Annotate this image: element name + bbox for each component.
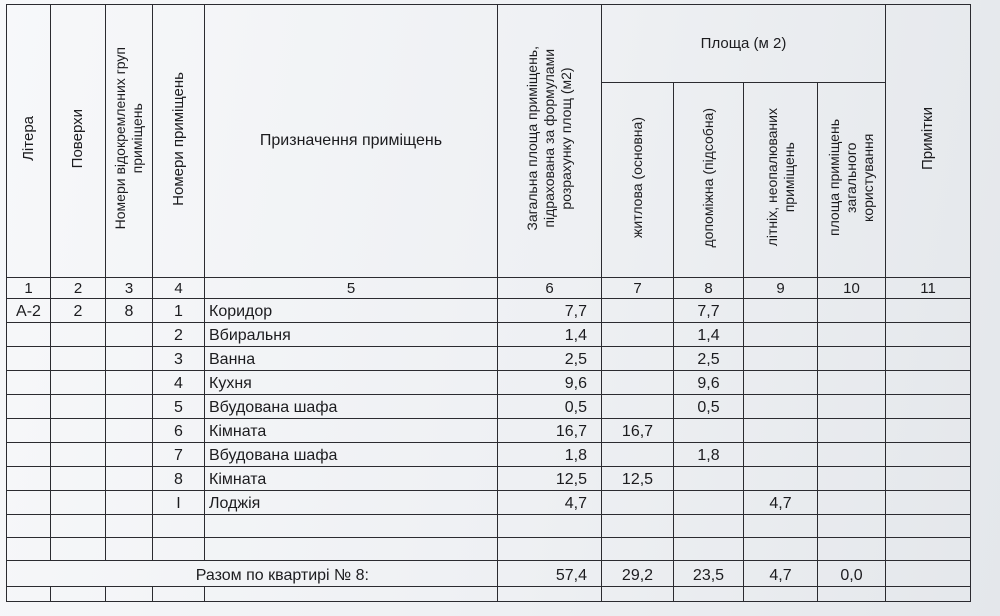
cell-living-area: 12,5 <box>602 467 674 491</box>
cell-auxiliary-area <box>674 419 744 443</box>
column-number: 7 <box>602 278 674 299</box>
cell-common-area <box>818 491 886 515</box>
header-total-area-line-2: підрахована за формулами <box>541 49 557 228</box>
totals-row <box>7 561 971 587</box>
header-area-group: Площа (м 2) <box>602 5 886 83</box>
column-number: 6 <box>498 278 602 299</box>
cell-floor: 2 <box>51 299 106 323</box>
cell-total-area: 1,8 <box>498 443 602 467</box>
cell-unheated-area <box>744 371 818 395</box>
header-total-area-line-1: Загальна площа приміщень, <box>524 46 540 231</box>
header-common-line-3: користування <box>860 133 877 222</box>
cell-total-area: 9,6 <box>498 371 602 395</box>
cell-notes <box>886 347 971 371</box>
cell-unheated-area <box>744 299 818 323</box>
cell-unheated-area <box>744 347 818 371</box>
cell-group <box>106 347 153 371</box>
header-living <box>602 82 674 277</box>
header-living-text: житлова (основна) <box>629 116 645 238</box>
cell-floor <box>51 323 106 347</box>
cell-living-area: 16,7 <box>602 419 674 443</box>
cell-living-area <box>602 323 674 347</box>
column-number: 11 <box>886 278 971 299</box>
cell-notes <box>886 443 971 467</box>
cell-litera <box>7 347 51 371</box>
cell-floor <box>51 419 106 443</box>
cell-purpose: Кімната <box>205 419 498 443</box>
cell-group <box>106 491 153 515</box>
cell-unheated-area <box>744 467 818 491</box>
totals-unheated-area: 4,7 <box>744 561 818 587</box>
table-row <box>7 491 971 515</box>
totals-notes <box>886 561 971 587</box>
totals-auxiliary-area: 23,5 <box>674 561 744 587</box>
totals-label: Разом по квартирі № 8: <box>7 561 498 587</box>
cell-common-area <box>818 347 886 371</box>
cell-common-area <box>818 467 886 491</box>
cell-auxiliary-area: 1,4 <box>674 323 744 347</box>
cell-notes <box>886 371 971 395</box>
table-row <box>7 419 971 443</box>
cell-common-area <box>818 419 886 443</box>
cell-notes <box>886 299 971 323</box>
cell-room-number: 4 <box>153 371 205 395</box>
cell-purpose: Коридор <box>205 299 498 323</box>
cell-room-number: 5 <box>153 395 205 419</box>
cell-auxiliary-area: 2,5 <box>674 347 744 371</box>
header-common-text <box>826 119 877 236</box>
cell-total-area: 1,4 <box>498 323 602 347</box>
cell-auxiliary-area: 9,6 <box>674 371 744 395</box>
cell-total-area: 0,5 <box>498 395 602 419</box>
header-purpose: Призначення приміщень <box>205 5 498 278</box>
cell-notes <box>886 395 971 419</box>
empty-row <box>7 515 971 538</box>
cell-purpose: Кімната <box>205 467 498 491</box>
column-number: 2 <box>51 278 106 299</box>
cell-unheated-area: 4,7 <box>744 491 818 515</box>
cell-notes <box>886 323 971 347</box>
cell-group <box>106 323 153 347</box>
cell-auxiliary-area: 1,8 <box>674 443 744 467</box>
cell-purpose: Вбиральня <box>205 323 498 347</box>
header-common-line-1: площа приміщень <box>826 118 843 236</box>
cell-floor <box>51 347 106 371</box>
cell-auxiliary-area <box>674 491 744 515</box>
cell-living-area <box>602 299 674 323</box>
cell-litera: А-2 <box>7 299 51 323</box>
column-number: 8 <box>674 278 744 299</box>
header-group-numbers-text <box>112 47 146 229</box>
cell-auxiliary-area: 7,7 <box>674 299 744 323</box>
cell-common-area <box>818 371 886 395</box>
header-unheated-line-2: приміщень <box>780 142 797 213</box>
header-room-numbers-text: Номери приміщень <box>169 71 187 206</box>
column-number: 1 <box>7 278 51 299</box>
table-row <box>7 299 971 323</box>
cell-common-area <box>818 299 886 323</box>
cell-total-area: 2,5 <box>498 347 602 371</box>
cell-litera <box>7 323 51 347</box>
cell-litera <box>7 419 51 443</box>
table-row <box>7 371 971 395</box>
header-unheated-line-1: літніх, неопалюваних <box>763 108 780 247</box>
totals-living-area: 29,2 <box>602 561 674 587</box>
cell-living-area <box>602 347 674 371</box>
table-row <box>7 347 971 371</box>
cell-group <box>106 467 153 491</box>
cell-group <box>106 395 153 419</box>
cell-common-area <box>818 395 886 419</box>
cell-group <box>106 443 153 467</box>
cell-unheated-area <box>744 419 818 443</box>
empty-row <box>7 587 971 602</box>
cell-litera <box>7 491 51 515</box>
cell-room-number: I <box>153 491 205 515</box>
cell-litera <box>7 443 51 467</box>
empty-row <box>7 538 971 561</box>
cell-auxiliary-area: 0,5 <box>674 395 744 419</box>
header-room-numbers <box>153 5 205 278</box>
header-group-numbers <box>106 5 153 278</box>
header-notes-text: Примітки <box>919 107 937 170</box>
cell-unheated-area <box>744 443 818 467</box>
cell-auxiliary-area <box>674 467 744 491</box>
totals-common-area: 0,0 <box>818 561 886 587</box>
cell-total-area: 4,7 <box>498 491 602 515</box>
header-group-numbers-line-1: Номери відокремлених груп <box>112 47 128 230</box>
header-auxiliary <box>674 82 744 277</box>
cell-purpose: Ванна <box>205 347 498 371</box>
cell-notes <box>886 491 971 515</box>
cell-purpose: Вбудована шафа <box>205 443 498 467</box>
cell-purpose: Кухня <box>205 371 498 395</box>
cell-group: 8 <box>106 299 153 323</box>
cell-litera <box>7 371 51 395</box>
header-litera <box>7 5 51 278</box>
column-number-row <box>7 278 971 299</box>
cell-unheated-area <box>744 323 818 347</box>
premises-table <box>6 4 971 602</box>
cell-floor <box>51 371 106 395</box>
cell-purpose: Вбудована шафа <box>205 395 498 419</box>
column-number: 10 <box>818 278 886 299</box>
cell-living-area <box>602 443 674 467</box>
cell-room-number: 2 <box>153 323 205 347</box>
cell-notes <box>886 467 971 491</box>
cell-group <box>106 419 153 443</box>
header-common-line-2: загального <box>843 142 860 213</box>
table-row <box>7 467 971 491</box>
cell-room-number: 3 <box>153 347 205 371</box>
header-floors <box>51 5 106 278</box>
column-number: 3 <box>106 278 153 299</box>
column-number: 4 <box>153 278 205 299</box>
cell-common-area <box>818 323 886 347</box>
cell-unheated-area <box>744 395 818 419</box>
header-unheated-text <box>764 108 798 246</box>
header-total-area-line-3: розрахунку площ (м2) <box>558 67 574 210</box>
cell-litera <box>7 395 51 419</box>
header-total-area-text <box>524 46 575 231</box>
cell-floor <box>51 467 106 491</box>
cell-total-area: 7,7 <box>498 299 602 323</box>
cell-room-number: 6 <box>153 419 205 443</box>
cell-living-area <box>602 491 674 515</box>
cell-litera <box>7 467 51 491</box>
table-row <box>7 323 971 347</box>
header-litera-text: Літера <box>19 116 37 161</box>
table-row <box>7 395 971 419</box>
column-number: 9 <box>744 278 818 299</box>
cell-notes <box>886 419 971 443</box>
header-unheated <box>744 82 818 277</box>
cell-floor <box>51 395 106 419</box>
header-floors-text: Поверхи <box>69 108 86 169</box>
table-row <box>7 443 971 467</box>
cell-total-area: 12,5 <box>498 467 602 491</box>
cell-floor <box>51 491 106 515</box>
header-notes <box>886 5 971 278</box>
column-number: 5 <box>205 278 498 299</box>
cell-group <box>106 371 153 395</box>
header-total-area <box>498 5 602 278</box>
header-auxiliary-text: допоміжна (підсобна) <box>700 107 716 248</box>
cell-room-number: 7 <box>153 443 205 467</box>
cell-common-area <box>818 443 886 467</box>
cell-living-area <box>602 371 674 395</box>
header-group-numbers-line-2: приміщень <box>129 103 145 174</box>
cell-room-number: 1 <box>153 299 205 323</box>
cell-total-area: 16,7 <box>498 419 602 443</box>
cell-living-area <box>602 395 674 419</box>
cell-purpose: Лоджія <box>205 491 498 515</box>
cell-room-number: 8 <box>153 467 205 491</box>
cell-floor <box>51 443 106 467</box>
header-common <box>818 82 886 277</box>
totals-total-area: 57,4 <box>498 561 602 587</box>
